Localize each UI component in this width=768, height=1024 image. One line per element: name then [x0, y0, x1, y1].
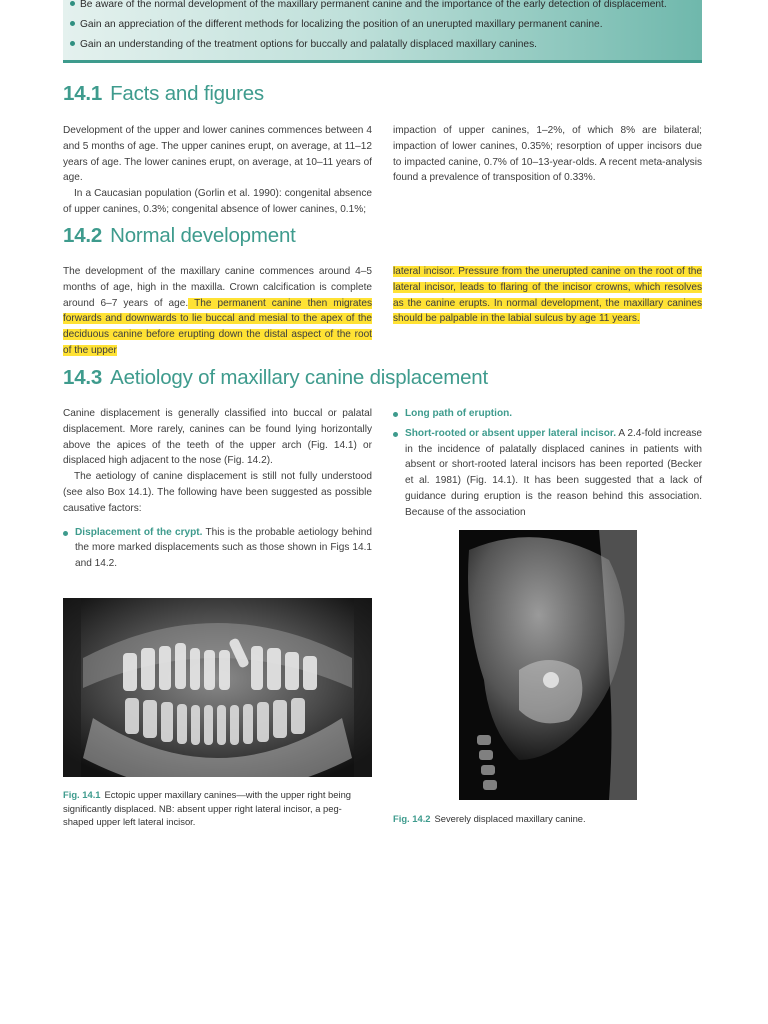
objective-item [70, 39, 537, 51]
bullet-icon [63, 531, 68, 536]
figure-14-2-caption [393, 812, 702, 826]
objective-item [70, 0, 667, 11]
causes-list [393, 406, 702, 521]
bullet-icon [393, 432, 398, 437]
section-14-2-right-column [393, 264, 702, 327]
paragraph: Canine displacement is generally classified into buccal or palatal displacement. More rarely, canines can be found lying horizontally above the apices of the teeth of the upper arch (Fig. 14.1) or displaced high adjacent to the nose (Fig. 14.2). [63, 408, 372, 467]
paragraph: The aetiology of canine displacement is still not fully understood (see also Box 14.1). The following have been suggested as possible causative factors: [63, 471, 372, 514]
list-item [63, 525, 372, 572]
section-number: 14.3 [63, 366, 103, 389]
paragraph-text: The development of the maxillary canine commences around 4–5 months of age, high in the maxilla. Crown calcification is complete around 6–7 years of age. [63, 266, 372, 309]
caption-text: Severely displaced maxillary canine. [434, 813, 586, 824]
paragraph: impaction of upper canines, 1–2%, of which 8% are bilateral; impaction of lower canines, 0.35%; resorption of upper incisors due to impacted canine, 0.7% of 10–13-year-olds. A recent meta-analysis found a prevalence of transposition of 0.33%. [393, 125, 702, 184]
section-14-1-right-column [393, 123, 702, 186]
objective-item [70, 19, 603, 31]
section-14-1-left-column [63, 123, 372, 218]
bullet-text: This is the probable aetiology behind the more marked displacements such as those shown in Figs 14.1 and 14.2. [75, 526, 372, 570]
list-item [393, 406, 702, 422]
learning-objectives-box [63, 0, 702, 63]
paragraph [63, 264, 372, 359]
figure-label: Fig. 14.1 [63, 789, 101, 800]
bullet-term: Displacement of the crypt. [75, 526, 203, 538]
caption-text: Ectopic upper maxillary canines—with the upper right being significantly displaced. NB: absent upper right lateral incisor, a peg-shaped upper left lateral incisor. [63, 789, 351, 827]
section-14-2-left-column [63, 264, 372, 359]
objective-text: Gain an appreciation of the different methods for localizing the position of an unerupted maxillary permanent canine. [80, 19, 603, 30]
section-heading-14-3 [63, 366, 488, 390]
bullet-icon [70, 41, 75, 46]
objective-text: Be aware of the normal development of the maxillary permanent canine and the importance of the early detection of displacement. [80, 0, 667, 10]
list-item [393, 426, 702, 521]
section-14-3-left-column [63, 406, 372, 572]
lateral-cephalogram-illustration [459, 530, 637, 800]
bullet-icon [70, 21, 75, 26]
section-heading-14-2 [63, 224, 296, 248]
figure-label: Fig. 14.2 [393, 813, 431, 824]
bullet-icon [70, 1, 75, 6]
highlighted-text[interactable]: lateral incisor. Pressure from the unerupted canine on the root of the lateral incisor, leads to flaring of the incisor crowns, which resolves as the canine erupts. In normal development, the maxillary canines should be palpable in the labial sulcus by age 11 years. [393, 266, 702, 325]
panoramic-xray-illustration [63, 598, 372, 777]
bullet-term: Short-rooted or absent upper lateral incisor. [405, 427, 617, 439]
objective-text: Gain an understanding of the treatment options for buccally and palatally displaced maxillary canines. [80, 39, 538, 50]
panoramic-radiograph-image [63, 598, 372, 777]
bullet-text: A 2.4-fold increase in the incidence of palatally displaced canines in patients with absent or short-rooted lateral incisors has been reported (Becker et al. 1981) (Fig. 14.1). It has been suggested that a lack of guidance during eruption is the reason behind this association. Because of the association [405, 427, 702, 518]
section-title: Aetiology of maxillary canine displacement [110, 366, 488, 389]
section-number: 14.2 [63, 224, 103, 247]
section-heading-14-1 [63, 82, 264, 106]
paragraph [393, 264, 702, 327]
causes-list [63, 525, 372, 572]
paragraph: Development of the upper and lower canines commences between 4 and 5 months of age. The upper canines erupt, on average, at 11–12 years of age. The lower canines erupt, on average, at 10–11 years of age. [63, 125, 372, 184]
bullet-term: Long path of eruption. [405, 408, 513, 419]
highlighted-text[interactable]: The permanent canine then migrates forwards and downwards to lie buccal and mesial to the apex of the deciduous canine before erupting down the distal aspect of the root of the upper [63, 297, 372, 356]
section-title: Normal development [110, 224, 296, 247]
lateral-skull-radiograph-image [459, 530, 637, 800]
section-title: Facts and figures [110, 82, 264, 105]
bullet-icon [393, 412, 398, 417]
paragraph: In a Caucasian population (Gorlin et al. 1990): congenital absence of upper canines, 0.3%; congenital absence of lower canines, 0.1%; [63, 188, 372, 215]
section-number: 14.1 [63, 82, 103, 105]
section-14-3-right-column [393, 406, 702, 521]
figure-14-1-caption [63, 788, 372, 829]
